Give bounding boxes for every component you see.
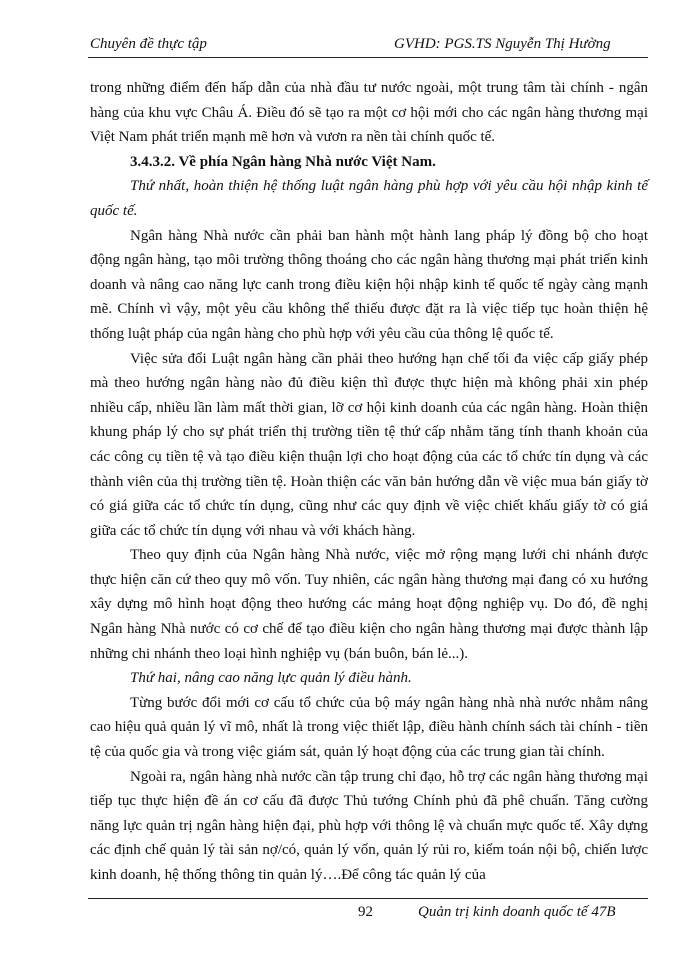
page-header [88, 36, 648, 58]
footer-rule [88, 898, 648, 899]
header-supervisor: GVHD: PGS.TS Nguyễn Thị Hường [394, 36, 611, 52]
paragraph-governance: Ngoài ra, ngân hàng nhà nước cần tập trung chỉ đạo, hỗ trợ các ngân hàng thương mại tiếp tục thực hiện đề án cơ cấu đã được Thủ tướng Chính phủ đã phê chuẩn. Tăng cường năng lực quản trị ngân hàng hiện đại, phù hợp với thông lệ và chuẩn mực quốc tế. Xây dựng các định chế quản lý tài sản nợ/có, quản lý vốn, quản lý rủi ro, kiểm toán nội bộ, chiến lược kinh doanh, hệ thống thông tin quản lý….Để công tác quản lý của [90, 768, 648, 883]
subheading-first: Thứ nhất, hoàn thiện hệ thống luật ngân hàng phù hợp với yêu cầu hội nhập kinh tế quốc tế. [90, 178, 648, 219]
paragraph-continued: trong những điểm đến hấp dẫn của nhà đầu tư nước ngoài, một trung tâm tài chính - ngân hàng của khu vực Châu Á. Điều đó sẽ tạo ra một cơ hội mới cho các ngân hàng thương mại Việt Nam phát triển mạnh mẽ hơn và vươn ra nền tài chính quốc tế. [90, 80, 648, 146]
paragraph-legal-framework: Ngân hàng Nhà nước cần phải ban hành một hành lang pháp lý đồng bộ cho hoạt động ngân hàng, tạo môi trường thông thoáng cho các ngân hàng thương mại phát triển kinh doanh và nâng cao năng lực canh trong điều kiện hội nhập kinh tế quốc tế ngày càng mạnh mẽ. Chính vì vậy, một yêu cầu không thể thiếu được đặt ra là việc tiếp tục hoàn thiện hệ thống luật pháp của ngân hàng cho phù hợp với yêu cầu của thông lệ quốc tế. [90, 227, 648, 342]
paragraph-banking-law: Việc sửa đổi Luật ngân hàng cần phải theo hướng hạn chế tối đa việc cấp giấy phép mà theo hướng ngân hàng nào đủ điều kiện thì được thực hiện mà không phải xin phép nhiều cấp, nhiều lần làm mất thời gian, lỡ cơ hội kinh doanh của các ngân hàng. Hoàn thiện khung pháp lý cho sự phát triển thị trường tiền tệ thứ cấp nhằm tăng tính thanh khoản của các công cụ tiền tệ và tạo điều kiện thuận lợi cho hoạt động của các tổ chức tín dụng và các thành viên của thị trường tiền tệ. Hoàn thiện các văn bản hướng dẫn về việc mua bán giấy tờ có giá giữa các tổ chức tín dụng, cũng như các quy định về việc chiết khấu giấy tờ có giá giữa các tổ chức tín dụng với nhau và với khách hàng. [90, 350, 648, 539]
page-footer [88, 898, 648, 924]
page-body [90, 76, 648, 888]
page-number: 92 [358, 904, 373, 920]
footer-class: Quản trị kinh doanh quốc tế 47B [418, 904, 616, 920]
header-rule [88, 57, 648, 58]
header-course-title: Chuyên đề thực tập [90, 36, 207, 52]
subheading-second: Thứ hai, nâng cao năng lực quản lý điều hành. [130, 670, 412, 687]
paragraph-organization: Từng bước đổi mới cơ cấu tổ chức của bộ máy ngân hàng nhà nhà nước nhằm nâng cao hiệu quả quản lý vĩ mô, nhất là trong việc thiết lập, điều hành chính sách tài chính - tiền tệ của quốc gia và trong việc giám sát, quản lý hoạt động của các trung gian tài chính. [90, 694, 648, 761]
paragraph-branch-network: Theo quy định của Ngân hàng Nhà nước, việc mở rộng mạng lưới chi nhánh được thực hiện căn cứ theo quy mô vốn. Tuy nhiên, các ngân hàng thương mại đang có xu hướng xây dựng mô hình hoạt động theo hướng các mảng hoạt động nghiệp vụ. Do đó, đề nghị Ngân hàng Nhà nước có cơ chế để tạo điều kiện cho ngân hàng thương mại được thành lập những chi nhánh theo loại hình nghiệp vụ (bán buôn, bán lẻ...). [90, 547, 648, 662]
section-heading: 3.4.3.2. Về phía Ngân hàng Nhà nước Việt Nam. [130, 153, 436, 170]
